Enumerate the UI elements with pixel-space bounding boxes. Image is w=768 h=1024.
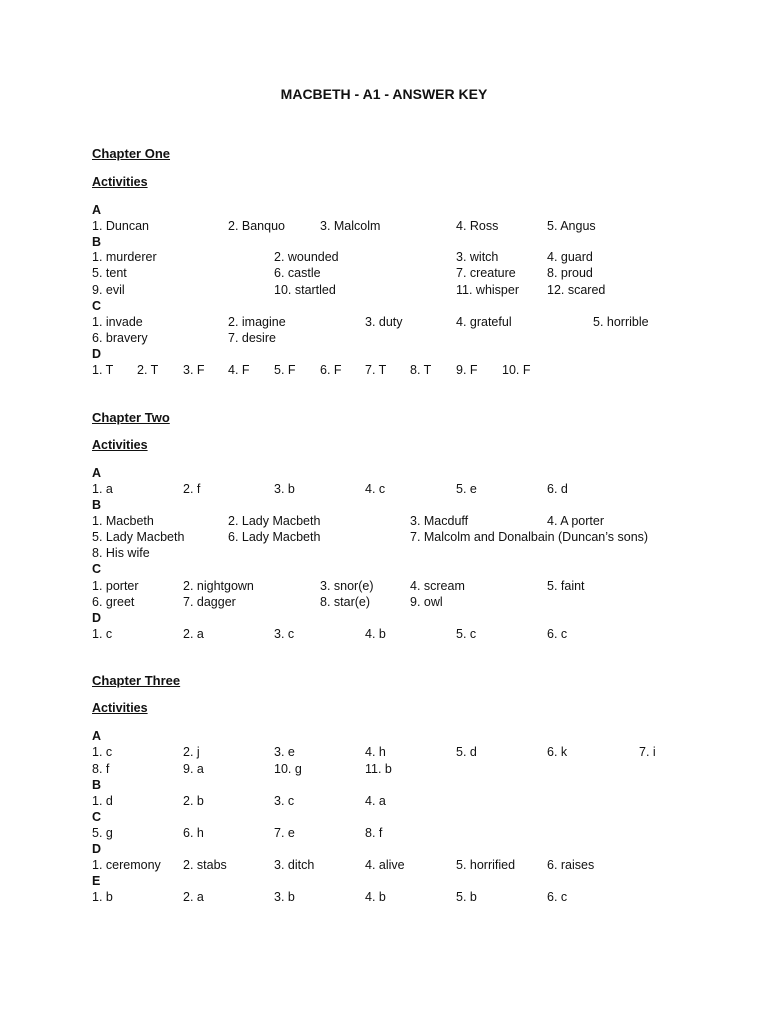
chapter-three-heading: Chapter Three	[92, 673, 181, 688]
answer-item: 6. c	[547, 627, 568, 641]
answer-item: 2. T	[137, 363, 159, 377]
answer-item: 5. tent	[92, 266, 127, 280]
answer-item: 2. Banquo	[228, 219, 285, 233]
answer-item: 4. scream	[410, 579, 465, 593]
answer-item: 2. nightgown	[183, 579, 254, 593]
answer-item: 1. ceremony	[92, 858, 161, 872]
answer-item: 2. a	[183, 890, 204, 904]
answer-item: 4. a	[365, 794, 386, 808]
answer-item: 5. Lady Macbeth	[92, 530, 185, 544]
answer-item: 6. c	[547, 890, 568, 904]
answer-item: 9. evil	[92, 283, 125, 297]
answer-item: 4. b	[365, 627, 386, 641]
answer-item: 4. F	[228, 363, 250, 377]
answer-item: 6. k	[547, 745, 568, 759]
answer-item: 8. star(e)	[320, 595, 371, 609]
answer-item: 5. b	[456, 890, 477, 904]
answer-item: 4. h	[365, 745, 386, 759]
answer-item: 2. b	[183, 794, 204, 808]
answer-item: 2. f	[183, 482, 201, 496]
answer-item: 8. T	[410, 363, 432, 377]
answer-item: 5. Angus	[547, 219, 596, 233]
answer-item: 3. snor(e)	[320, 579, 374, 593]
section-letter: A	[92, 729, 102, 743]
answer-item: 7. creature	[456, 266, 516, 280]
answer-item: 5. faint	[547, 579, 585, 593]
answer-item: 6. bravery	[92, 331, 148, 345]
answer-item: 7. Malcolm and Donalbain (Duncan’s sons)	[410, 530, 649, 544]
answer-item: 1. a	[92, 482, 113, 496]
answer-item: 3. b	[274, 890, 295, 904]
answer-item: 1. b	[92, 890, 113, 904]
answer-item: 1. murderer	[92, 250, 157, 264]
answer-item: 6. castle	[274, 266, 321, 280]
answer-item: 1. d	[92, 794, 113, 808]
section-letter: B	[92, 498, 102, 512]
section-letter: B	[92, 778, 102, 792]
section-letter: D	[92, 347, 102, 361]
answer-item: 9. a	[183, 762, 204, 776]
answer-item: 3. witch	[456, 250, 499, 264]
chapter-one-heading: Chapter One	[92, 146, 171, 161]
section-letter: B	[92, 235, 102, 249]
answer-item: 6. h	[183, 826, 204, 840]
answer-item: 11. whisper	[456, 283, 519, 297]
answer-item: 2. j	[183, 745, 200, 759]
answer-item: 10. startled	[274, 283, 336, 297]
section-letter: E	[92, 874, 101, 888]
answer-item: 3. c	[274, 627, 295, 641]
chapter-three-activities-label: Activities	[92, 701, 148, 715]
answer-item: 11. b	[365, 762, 392, 776]
answer-item: 4. c	[365, 482, 386, 496]
page-title: MACBETH - A1 - ANSWER KEY	[280, 86, 488, 102]
answer-item: 3. ditch	[274, 858, 315, 872]
answer-item: 5. d	[456, 745, 477, 759]
answer-item: 8. f	[92, 762, 110, 776]
answer-item: 6. raises	[547, 858, 595, 872]
answer-item: 1. invade	[92, 315, 143, 329]
section-letter: C	[92, 562, 102, 576]
answer-item: 3. duty	[365, 315, 403, 329]
chapter-two-activities-label: Activities	[92, 438, 148, 452]
answer-item: 4. A porter	[547, 514, 604, 528]
answer-item: 3. Malcolm	[320, 219, 381, 233]
answer-item: 10. F	[502, 363, 531, 377]
answer-item: 5. c	[456, 627, 477, 641]
answer-item: 7. T	[365, 363, 387, 377]
answer-item: 8. f	[365, 826, 383, 840]
answer-item: 9. F	[456, 363, 478, 377]
answer-item: 4. Ross	[456, 219, 499, 233]
answer-item: 3. Macduff	[410, 514, 469, 528]
section-letter: C	[92, 299, 102, 313]
answer-item: 7. dagger	[183, 595, 236, 609]
chapter-two-heading: Chapter Two	[92, 410, 170, 425]
answer-item: 4. guard	[547, 250, 593, 264]
answer-item: 2. stabs	[183, 858, 227, 872]
section-letter: D	[92, 842, 102, 856]
section-letter: C	[92, 810, 102, 824]
answer-item: 6. greet	[92, 595, 135, 609]
answer-item: 4. grateful	[456, 315, 512, 329]
answer-item: 6. F	[320, 363, 342, 377]
answer-item: 3. c	[274, 794, 295, 808]
answer-item: 2. Lady Macbeth	[228, 514, 321, 528]
answer-item: 4. alive	[365, 858, 405, 872]
section-letter: A	[92, 203, 102, 217]
answer-item: 3. b	[274, 482, 295, 496]
answer-item: 1. Macbeth	[92, 514, 154, 528]
answer-item: 7. i	[639, 745, 656, 759]
chapter-one-activities-label: Activities	[92, 175, 148, 189]
answer-item: 1. porter	[92, 579, 139, 593]
answer-item: 6. d	[547, 482, 568, 496]
answer-item: 7. e	[274, 826, 295, 840]
answer-item: 8. proud	[547, 266, 593, 280]
answer-item: 6. Lady Macbeth	[228, 530, 321, 544]
answer-item: 1. c	[92, 627, 113, 641]
answer-item: 2. wounded	[274, 250, 339, 264]
answer-item: 5. e	[456, 482, 477, 496]
section-letter: D	[92, 611, 102, 625]
answer-item: 10. g	[274, 762, 302, 776]
answer-item: 1. c	[92, 745, 113, 759]
answer-item: 4. b	[365, 890, 386, 904]
answer-item: 7. desire	[228, 331, 276, 345]
answer-item: 2. a	[183, 627, 204, 641]
answer-item: 1. Duncan	[92, 219, 149, 233]
answer-item: 8. His wife	[92, 546, 150, 560]
answer-item: 1. T	[92, 363, 114, 377]
answer-item: 9. owl	[410, 595, 443, 609]
answer-item: 5. horrified	[456, 858, 516, 872]
answer-item: 5. g	[92, 826, 113, 840]
section-letter: A	[92, 466, 102, 480]
answer-item: 3. F	[183, 363, 205, 377]
answer-item: 5. F	[274, 363, 296, 377]
answer-item: 3. e	[274, 745, 295, 759]
answer-item: 12. scared	[547, 283, 606, 297]
answer-item: 5. horrible	[593, 315, 649, 329]
answer-item: 2. imagine	[228, 315, 286, 329]
